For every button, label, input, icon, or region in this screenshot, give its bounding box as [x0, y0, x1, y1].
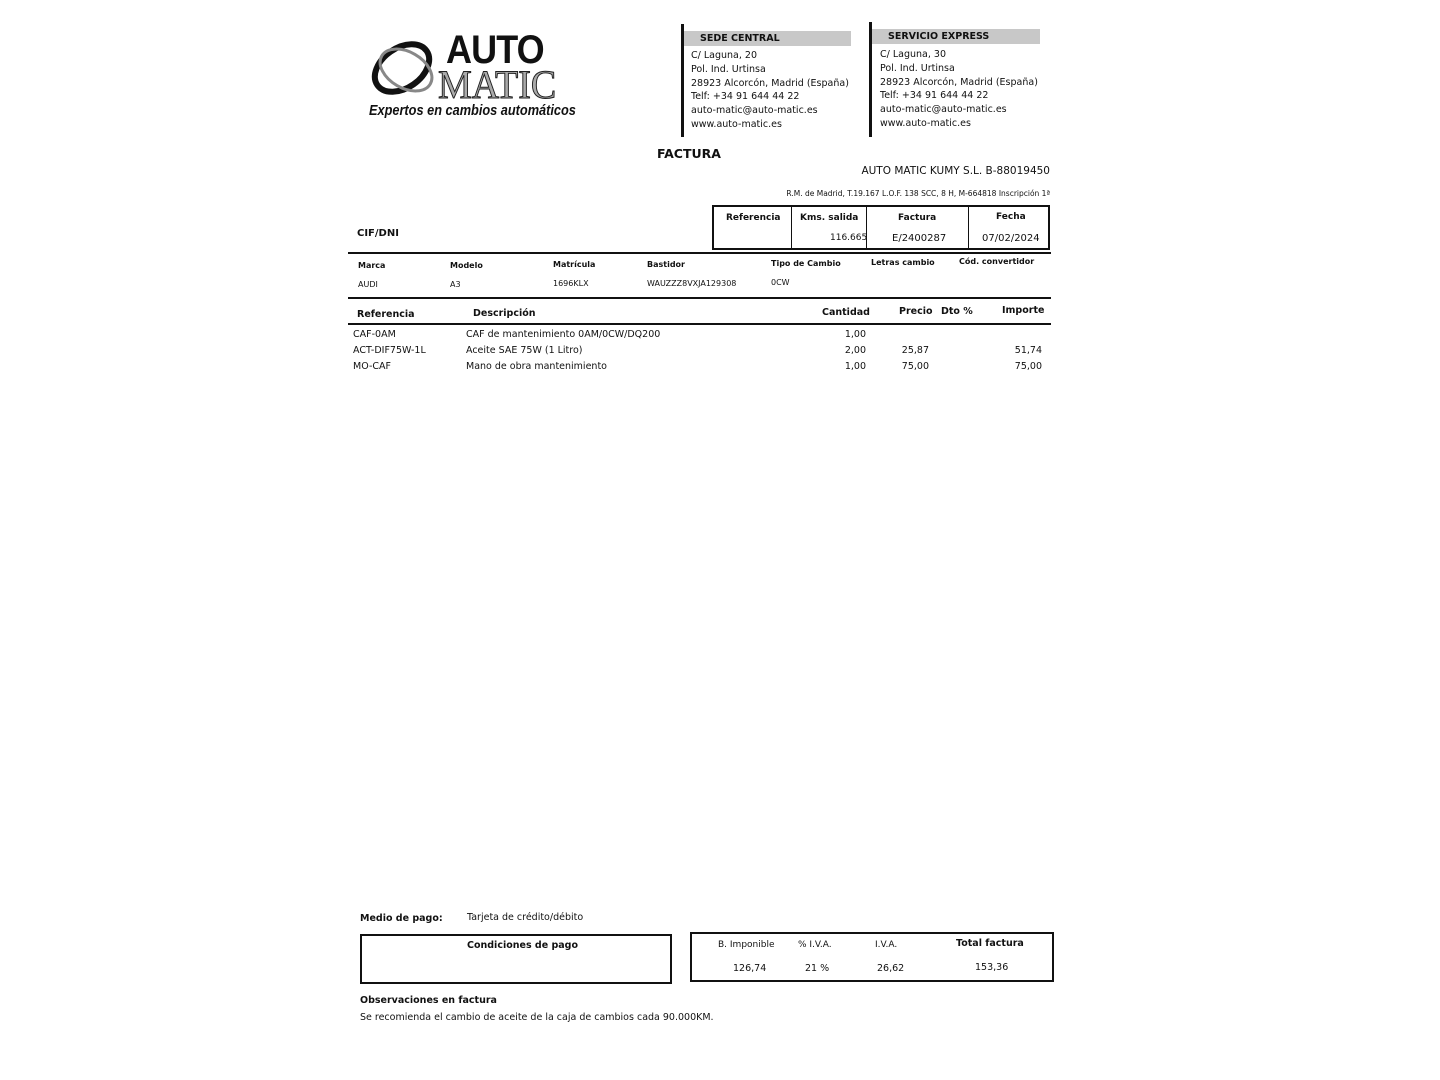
totals-box: [690, 932, 1054, 982]
factura-value: E/2400287: [892, 233, 947, 244]
line-item-cell: 75,00: [901, 361, 929, 372]
document-title: FACTURA: [657, 146, 721, 161]
office-address-express: C/ Laguna, 30 Pol. Ind. Urtinsa 28923 Alcorcón, Madrid (España) Telf: +34 91 644 44 22 auto-matic@auto-matic.es www.auto-matic.es: [880, 49, 1038, 129]
conditions-box: [360, 934, 672, 984]
line-item-cell: 1,00: [844, 329, 866, 340]
payment-method-label: Medio de pago:: [360, 913, 443, 924]
base-label: B. Imponible: [718, 940, 775, 950]
observations-label: Observaciones en factura: [360, 995, 497, 1006]
line-item-cell: CAF-0AM: [353, 329, 396, 340]
vehicle-value: 1696KLX: [553, 279, 589, 288]
line-item-cell: Mano de obra mantenimiento: [466, 361, 607, 372]
vehicle-header: Letras cambio: [871, 258, 935, 267]
col-header: Descripción: [473, 308, 536, 319]
line-item-cell: Aceite SAE 75W (1 Litro): [466, 345, 583, 356]
iva-value: 26,62: [877, 963, 905, 974]
col-header: Cantidad: [822, 307, 870, 318]
line-item-cell: 2,00: [844, 345, 866, 356]
col-header: Referencia: [357, 309, 415, 320]
office-address-central: C/ Laguna, 20 Pol. Ind. Urtinsa 28923 Alcorcón, Madrid (España) Telf: +34 91 644 44 22 auto-matic@auto-matic.es www.auto-matic.es: [691, 50, 849, 130]
divider: [348, 252, 1051, 254]
cif-label: CIF/DNI: [357, 228, 399, 239]
referencia-label: Referencia: [726, 213, 781, 223]
line-item-cell: 25,87: [901, 345, 929, 356]
vehicle-header: Cód. convertidor: [959, 257, 1035, 266]
conditions-label: Condiciones de pago: [467, 940, 578, 951]
iva-pct-value: 21 %: [805, 963, 830, 974]
vehicle-header: Marca: [358, 261, 386, 270]
base-value: 126,74: [733, 963, 767, 974]
iva-label: I.V.A.: [875, 940, 898, 950]
logo-matic-text: MATIC: [438, 62, 557, 107]
total-label: Total factura: [956, 938, 1024, 949]
divider: [348, 297, 1051, 299]
invoice-info-box: [712, 205, 1050, 250]
fecha-label: Fecha: [996, 212, 1026, 222]
office-title: SEDE CENTRAL: [684, 31, 851, 46]
company-name: AUTO MATIC KUMY S.L. B-88019450: [861, 165, 1050, 177]
logo-auto-text: AUTO: [446, 28, 544, 72]
line-item-cell: MO-CAF: [353, 361, 391, 372]
vehicle-value: A3: [450, 280, 461, 289]
vehicle-header: Matrícula: [553, 260, 596, 269]
observations-text: Se recomienda el cambio de aceite de la caja de cambios cada 90.000KM.: [360, 1012, 714, 1023]
line-item-cell: 51,74: [1014, 345, 1042, 356]
divider: [348, 323, 1051, 325]
kms-label: Kms. salida: [800, 213, 859, 223]
total-value: 153,36: [975, 962, 1009, 973]
col-header: Dto %: [941, 306, 973, 317]
col-header: Precio: [899, 306, 933, 317]
logo-swoosh-icon: [366, 36, 446, 102]
line-item-cell: 1,00: [844, 361, 866, 372]
col-header: Importe: [1002, 305, 1045, 316]
vehicle-value: AUDI: [358, 280, 378, 289]
line-item-cell: CAF de mantenimiento 0AM/0CW/DQ200: [466, 329, 661, 340]
factura-label: Factura: [898, 213, 937, 223]
registry-info: R.M. de Madrid, T.19.167 L.O.F. 138 SCC, 8 H, M-664818 Inscripción 1ª: [786, 189, 1050, 198]
vehicle-header: Modelo: [450, 261, 483, 270]
vehicle-value: WAUZZZ8VXJA129308: [647, 279, 737, 288]
logo-tagline: Expertos en cambios automáticos: [369, 102, 576, 119]
vehicle-header: Bastidor: [647, 260, 685, 269]
fecha-value: 07/02/2024: [982, 233, 1040, 244]
office-title: SERVICIO EXPRESS: [872, 29, 1040, 44]
vehicle-header: Tipo de Cambio: [771, 259, 841, 268]
kms-value: 116.665: [830, 233, 868, 243]
payment-method-value: Tarjeta de crédito/débito: [467, 912, 584, 923]
vehicle-value: 0CW: [771, 278, 790, 287]
line-item-cell: 75,00: [1014, 361, 1042, 372]
iva-pct-label: % I.V.A.: [798, 940, 832, 950]
line-item-cell: ACT-DIF75W-1L: [353, 345, 426, 356]
